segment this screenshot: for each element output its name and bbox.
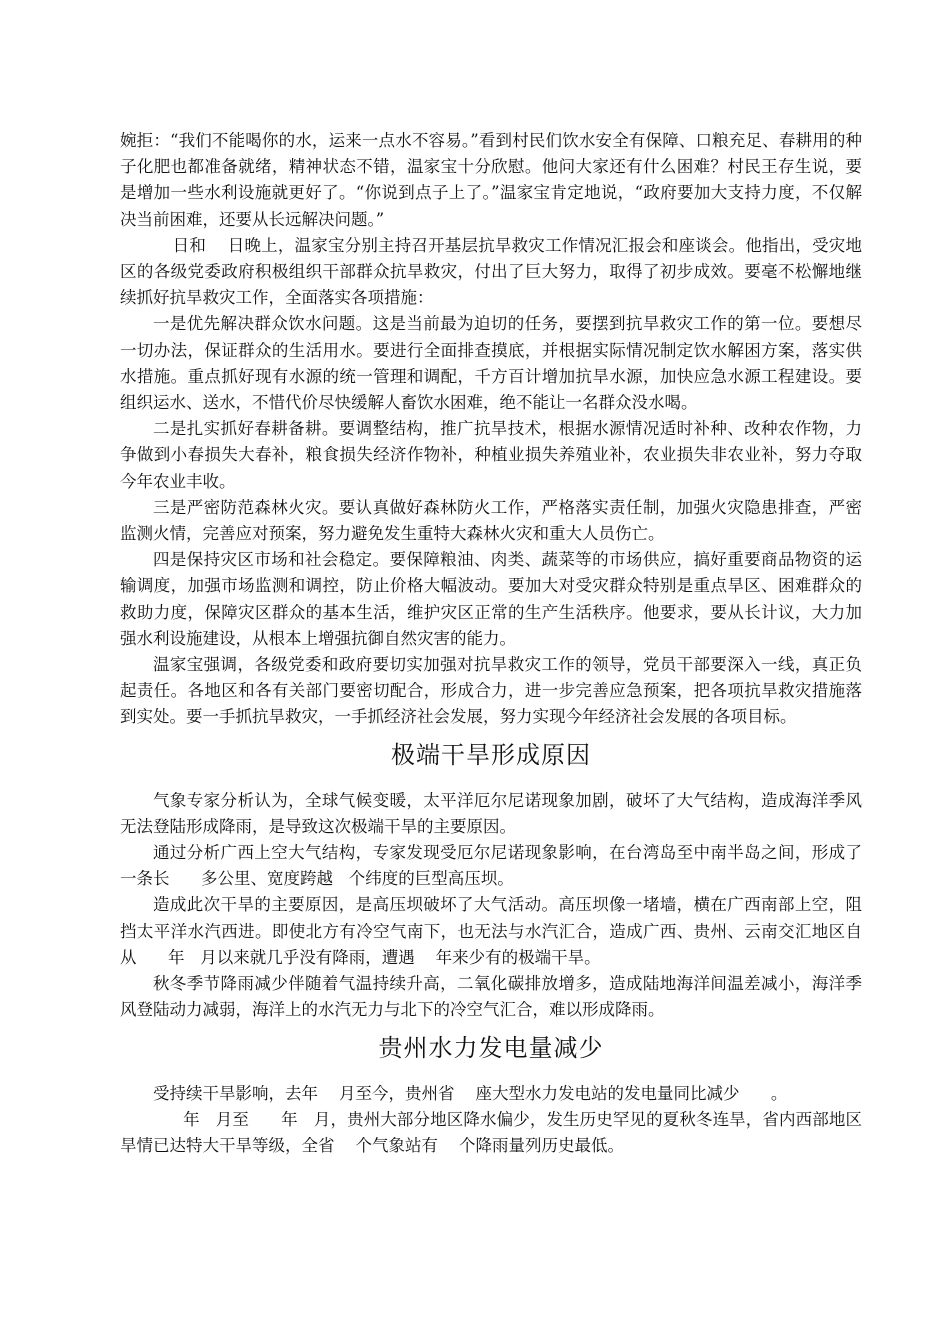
paragraph: 一是优先解决群众饮水问题。这是当前最为迫切的任务，要摆到抗旱救灾工作的第一位。要想尽一切办法，保证群众的生活用水。要进行全面排查摸底，并根据实际情况制定饮水解困方案，落实供水措施。重点抓好现有水源的统一管理和调配，千方百计增加抗旱水源，加快应急水源工程建设。要组织运水、送水，不惜代价尽快缓解人畜饮水困难，绝不能让一名群众没水喝。 [120, 314, 862, 413]
paragraph: 秋冬季节降雨减少伴随着气温持续升高，二氧化碳排放增多，造成陆地海洋间温差减小，海洋季风登陆动力减弱，海洋上的水汽无力与北下的冷空气汇合，难以形成降雨。 [120, 974, 862, 1020]
paragraph: 二是扎实抓好春耕备耕。要调整结构，推广抗旱技术，根据水源情况适时补种、改种农作物，力争做到小春损失大春补，粮食损失经济作物补，种植业损失养殖业补，农业损失非农业补，努力夺取今年农业丰收。 [120, 419, 862, 491]
section-heading-hydropower: 贵州水力发电量减少 [378, 1033, 604, 1062]
paragraph: 受持续干旱影响，去年 月至今，贵州省 座大型水力发电站的发电量同比减少 。 [153, 1083, 788, 1103]
paragraph: 婉拒：“我们不能喝你的水，运来一点水不容易。”看到村民们饮水安全有保障、口粮充足、春耕用的种子化肥也都准备就绪，精神状态不错，温家宝十分欣慰。他问大家还有什么困难？村民王存生说，要是增加一些水利设施就更好了。“你说到点子上了。”温家宝肯定地说，“政府要加大支持力度，不仅解决当前困难，还要从长远解决问题。” [120, 131, 862, 229]
paragraph: 温家宝强调，各级党委和政府要切实加强对抗旱救灾工作的领导，党员干部要深入一线，真正负起责任。各地区和各有关部门要密切配合，形成合力，进一步完善应急预案，把各项抗旱救灾措施落到实处。要一手抓抗旱救灾，一手抓经济社会发展，努力实现今年经济社会发展的各项目标。 [120, 655, 862, 727]
paragraph: 四是保持灾区市场和社会稳定。要保障粮油、肉类、蔬菜等的市场供应，搞好重要商品物资的运输调度，加强市场监测和调控，防止价格大幅波动。要加大对受灾群众特别是重点旱区、困难群众的救助力度，保障灾区群众的基本生活，维护灾区正常的生产生活秩序。他要求，要从长计议，大力加强水利设施建设，从根本上增强抗御自然灾害的能力。 [120, 550, 862, 648]
paragraph: 三是严密防范森林火灾。要认真做好森林防火工作，严格落实责任制，加强火灾隐患排查，严密监测火情，完善应对预案，努力避免发生重特大森林火灾和重大人员伤亡。 [120, 497, 862, 544]
paragraph: 通过分析广西上空大气结构，专家发现受厄尔尼诺现象影响，在台湾岛至中南半岛之间，形成了一条长 多公里、宽度跨越 个纬度的巨型高压坝。 [120, 843, 862, 889]
paragraph: 气象专家分析认为，全球气候变暖，太平洋厄尔尼诺现象加剧，破坏了大气结构，造成海洋季风无法登陆形成降雨，是导致这次极端干旱的主要原因。 [120, 790, 862, 836]
section-heading-drought-causes: 极端干旱形成原因 [391, 740, 591, 769]
paragraph: 年 月至 年 月，贵州大部分地区降水偏少，发生历史罕见的夏秋冬连旱，省内西部地区旱情已达特大干旱等级，全省 个气象站有 个降雨量列历史最低。 [120, 1109, 862, 1155]
paragraph: 日和 日晚上，温家宝分别主持召开基层抗旱救灾工作情况汇报会和座谈会。他指出，受灾地区的各级党委政府积极组织干部群众抗旱救灾，付出了巨大努力，取得了初步成效。要毫不松懈地继续抓好抗旱救灾工作，全面落实各项措施： [120, 235, 862, 308]
paragraph: 造成此次干旱的主要原因，是高压坝破坏了大气活动。高压坝像一堵墙，横在广西南部上空，阻挡太平洋水汽西进。即使北方有冷空气南下，也无法与水汽汇合，造成广西、贵州、云南交汇地区自从 年 月以来就几乎没有降雨，遭遇 年来少有的极端干旱。 [120, 895, 862, 967]
